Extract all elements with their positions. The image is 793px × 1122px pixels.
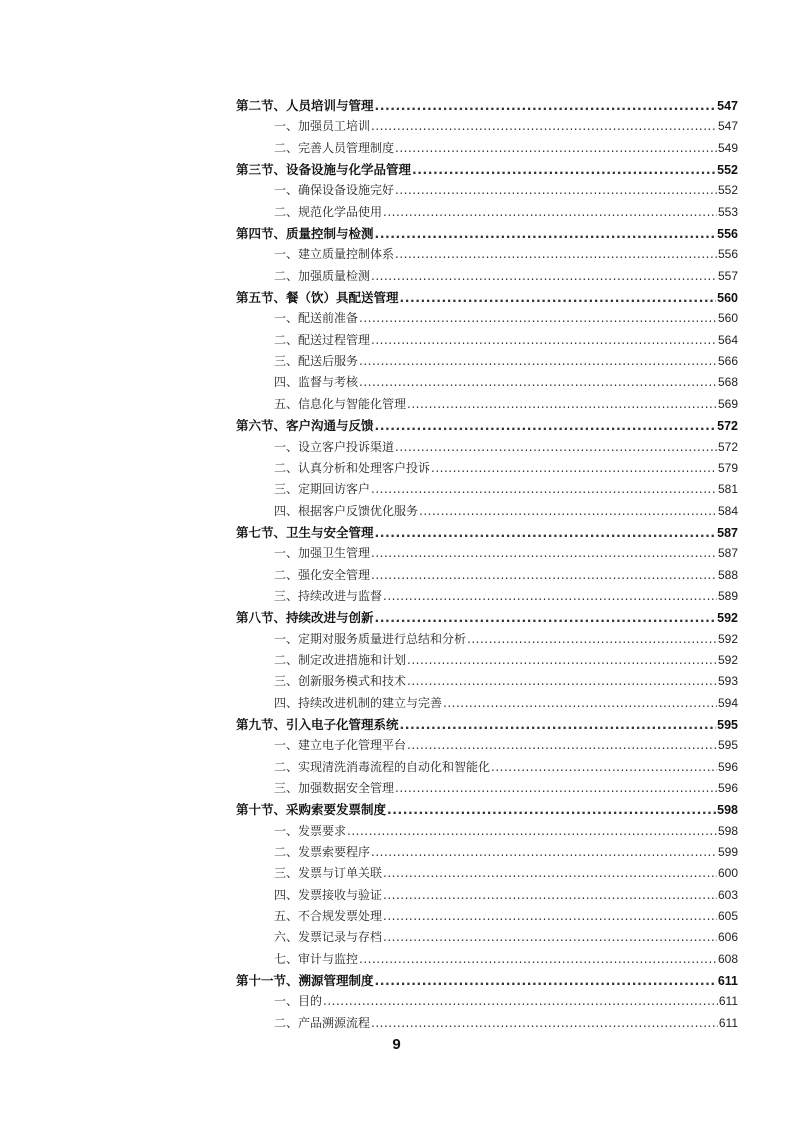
dot-leader	[412, 159, 716, 180]
toc-entry-page-number: 560	[717, 311, 738, 326]
toc-subsection-entry[interactable]	[236, 244, 738, 265]
dot-leader	[383, 863, 717, 884]
toc-entry-title: 三、定期回访客户	[274, 482, 371, 497]
toc-entry-page-number: 592	[717, 631, 738, 646]
toc-subsection-entry[interactable]	[236, 991, 738, 1012]
toc-entry-title: 一、设立客户投诉渠道	[274, 439, 395, 454]
dot-leader	[347, 821, 717, 842]
page-number: 9	[392, 1036, 401, 1053]
toc-entry-title: 一、加强卫生管理	[274, 546, 371, 561]
toc-entry-title: 一、定期对服务质量进行总结和分析	[274, 631, 467, 646]
toc-entry-page-number: 595	[717, 717, 738, 732]
toc-entry-title: 二、配送过程管理	[274, 332, 371, 347]
dot-leader	[359, 351, 717, 372]
toc-subsection-entry[interactable]	[236, 821, 738, 842]
toc-section-entry[interactable]	[236, 714, 738, 735]
dot-leader	[407, 650, 717, 671]
toc-subsection-entry[interactable]	[236, 586, 738, 607]
toc-subsection-entry[interactable]	[236, 693, 738, 714]
toc-entry-title: 四、发票接收与验证	[274, 887, 383, 902]
toc-subsection-entry[interactable]	[236, 629, 738, 650]
toc-subsection-entry[interactable]	[236, 863, 738, 884]
toc-entry-title: 一、目的	[274, 994, 323, 1009]
toc-entry-title: 三、加强数据安全管理	[274, 781, 395, 795]
toc-entry-page-number: 564	[717, 332, 738, 347]
toc-entry-page-number: 605	[717, 909, 738, 924]
toc-entry-title: 三、持续改进与监督	[274, 588, 383, 603]
toc-entry-page-number: 552	[717, 163, 738, 178]
dot-leader	[395, 778, 717, 799]
toc-entry-title: 第十一节、溯源管理制度	[236, 973, 374, 989]
dot-leader	[395, 138, 717, 159]
dot-leader	[371, 1013, 718, 1034]
toc-subsection-entry[interactable]	[236, 372, 738, 393]
toc-entry-page-number: 568	[717, 375, 738, 390]
toc-entry-title: 一、加强员工培训	[274, 119, 371, 134]
dot-leader	[375, 970, 717, 991]
dot-leader	[491, 757, 717, 778]
toc-subsection-entry[interactable]	[236, 565, 738, 586]
toc-entry-page-number: 587	[717, 525, 738, 540]
toc-section-entry[interactable]	[236, 287, 738, 308]
toc-entry-title: 五、信息化与智能化管理	[274, 396, 407, 411]
toc-section-entry[interactable]	[236, 95, 738, 116]
toc-entry-title: 四、监督与考核	[274, 375, 359, 390]
dot-leader	[383, 586, 717, 607]
toc-subsection-entry[interactable]	[236, 437, 738, 458]
toc-subsection-entry[interactable]	[236, 330, 738, 351]
toc-entry-page-number: 584	[717, 503, 738, 518]
dot-leader	[371, 842, 717, 863]
dot-leader	[395, 437, 717, 458]
dot-leader	[371, 266, 717, 287]
dot-leader	[400, 714, 717, 735]
toc-section-entry[interactable]	[236, 607, 738, 628]
toc-entry-title: 第七节、卫生与安全管理	[236, 524, 374, 540]
toc-entry-page-number: 592	[717, 611, 738, 626]
toc-entry-page-number: 579	[717, 460, 738, 475]
dot-leader	[383, 202, 717, 223]
toc-entry-page-number: 599	[717, 845, 738, 860]
dot-leader	[371, 330, 717, 351]
dot-leader	[375, 223, 717, 244]
toc-entry-page-number: 608	[717, 951, 738, 966]
toc-entry-title: 三、配送后服务	[274, 354, 359, 369]
toc-subsection-entry[interactable]	[236, 778, 738, 799]
dot-leader	[375, 522, 717, 543]
toc-entry-page-number: 598	[717, 823, 738, 838]
toc-section-entry[interactable]	[236, 223, 738, 244]
dot-leader	[359, 949, 717, 970]
toc-subsection-entry[interactable]	[236, 180, 738, 201]
toc-subsection-entry[interactable]	[236, 842, 738, 863]
dot-leader	[375, 415, 717, 436]
toc-entry-page-number: 611	[718, 994, 738, 1009]
toc-entry-title: 第五节、餐（饮）具配送管理	[236, 290, 399, 306]
dot-leader	[375, 607, 717, 628]
toc-entry-title: 二、规范化学品使用	[274, 204, 383, 219]
toc-subsection-entry[interactable]	[236, 1013, 738, 1034]
toc-entry-title: 二、产品溯源流程	[274, 1015, 371, 1030]
toc-entry-title: 第八节、持续改进与创新	[236, 610, 374, 626]
toc-subsection-entry[interactable]	[236, 735, 738, 756]
toc-section-entry[interactable]	[236, 159, 738, 180]
toc-entry-page-number: 596	[717, 781, 738, 795]
toc-entry-title: 五、不合规发票处理	[274, 909, 383, 924]
toc-entry-page-number: 611	[718, 1015, 738, 1030]
toc-entry-page-number: 581	[717, 482, 738, 497]
dot-leader	[407, 735, 717, 756]
toc-entry-page-number: 572	[717, 439, 738, 454]
toc-entry-title: 二、实现清洗消毒流程的自动化和智能化	[274, 759, 491, 774]
dot-leader	[375, 95, 717, 116]
toc-subsection-entry[interactable]	[236, 479, 738, 500]
toc-subsection-entry[interactable]	[236, 458, 738, 479]
toc-entry-page-number: 592	[717, 652, 738, 667]
toc-entry-title: 一、配送前准备	[274, 311, 359, 326]
toc-entry-page-number: 566	[717, 354, 738, 369]
toc-entry-title: 二、制定改进措施和计划	[274, 652, 407, 667]
toc-entry-page-number: 588	[717, 567, 738, 582]
toc-entry-title: 六、发票记录与存档	[274, 930, 383, 945]
toc-subsection-entry[interactable]	[236, 949, 738, 970]
toc-entry-page-number: 557	[717, 268, 738, 283]
toc-entry-page-number: 593	[717, 674, 738, 689]
toc-entry-title: 第十节、采购索要发票制度	[236, 802, 387, 818]
toc-subsection-entry[interactable]	[236, 394, 738, 415]
dot-leader	[443, 693, 717, 714]
toc-entry-page-number: 598	[717, 803, 738, 818]
toc-entry-page-number: 547	[717, 119, 738, 134]
toc-subsection-entry[interactable]	[236, 757, 738, 778]
toc-subsection-entry[interactable]	[236, 543, 738, 564]
toc-subsection-entry[interactable]	[236, 671, 738, 692]
dot-leader	[387, 799, 716, 820]
toc-entry-title: 七、审计与监控	[274, 951, 359, 966]
toc-subsection-entry[interactable]	[236, 266, 738, 287]
toc-entry-title: 第九节、引入电子化管理系统	[236, 716, 399, 732]
toc-subsection-entry[interactable]	[236, 501, 738, 522]
toc-entry-title: 一、发票要求	[274, 823, 347, 838]
toc-subsection-entry[interactable]	[236, 927, 738, 948]
toc-entry-title: 第六节、客户沟通与反馈	[236, 418, 374, 434]
toc-section-entry[interactable]	[236, 799, 738, 820]
dot-leader	[371, 543, 717, 564]
dot-leader	[371, 565, 717, 586]
toc-entry-page-number: 596	[717, 759, 738, 774]
dot-leader	[371, 116, 717, 137]
toc-entry-page-number: 560	[717, 291, 738, 306]
toc-entry-title: 第三节、设备设施与化学品管理	[236, 162, 412, 178]
dot-leader	[431, 458, 717, 479]
dot-leader	[400, 287, 717, 308]
toc-entry-title: 四、根据客户反馈优化服务	[274, 503, 419, 518]
toc-section-entry[interactable]	[236, 415, 738, 436]
toc-entry-title: 二、认真分析和处理客户投诉	[274, 460, 431, 475]
toc-subsection-entry[interactable]	[236, 138, 738, 159]
toc-subsection-entry[interactable]	[236, 308, 738, 329]
dot-leader	[395, 180, 717, 201]
dot-leader	[407, 671, 717, 692]
toc-subsection-entry[interactable]	[236, 202, 738, 223]
toc-entry-title: 一、建立质量控制体系	[274, 247, 395, 262]
dot-leader	[395, 244, 717, 265]
toc-entry-title: 一、确保设备设施完好	[274, 183, 395, 198]
dot-leader	[359, 308, 717, 329]
toc-entry-page-number: 572	[717, 419, 738, 434]
toc-subsection-entry[interactable]	[236, 116, 738, 137]
dot-leader	[371, 479, 717, 500]
toc-subsection-entry[interactable]	[236, 885, 738, 906]
dot-leader	[419, 501, 717, 522]
toc-entry-title: 二、发票索要程序	[274, 845, 371, 860]
toc-subsection-entry[interactable]	[236, 906, 738, 927]
toc-entry-page-number: 603	[717, 887, 738, 902]
toc-entry-page-number: 606	[717, 930, 738, 945]
dot-leader	[407, 394, 717, 415]
table-of-contents	[236, 95, 738, 1034]
toc-subsection-entry[interactable]	[236, 351, 738, 372]
toc-entry-page-number: 611	[717, 974, 738, 989]
dot-leader	[383, 906, 717, 927]
toc-entry-title: 三、创新服务模式和技术	[274, 674, 407, 689]
dot-leader	[323, 991, 718, 1012]
dot-leader	[467, 629, 717, 650]
toc-entry-title: 一、建立电子化管理平台	[274, 738, 407, 753]
dot-leader	[383, 885, 717, 906]
toc-entry-title: 四、持续改进机制的建立与完善	[274, 695, 443, 710]
toc-entry-title: 二、完善人员管理制度	[274, 140, 395, 155]
toc-section-entry[interactable]	[236, 970, 738, 991]
toc-entry-page-number: 600	[717, 866, 738, 881]
toc-entry-page-number: 595	[717, 738, 738, 753]
toc-entry-title: 二、加强质量检测	[274, 268, 371, 283]
toc-entry-title: 第二节、人员培训与管理	[236, 98, 374, 113]
toc-entry-page-number: 587	[717, 546, 738, 561]
toc-entry-page-number: 556	[717, 247, 738, 262]
dot-leader	[359, 372, 717, 393]
toc-entry-page-number: 594	[717, 695, 738, 710]
toc-entry-page-number: 589	[717, 588, 738, 603]
dot-leader	[383, 927, 717, 948]
toc-entry-page-number: 549	[717, 140, 738, 155]
toc-subsection-entry[interactable]	[236, 650, 738, 671]
toc-entry-page-number: 556	[717, 227, 738, 242]
toc-entry-page-number: 569	[717, 396, 738, 411]
toc-section-entry[interactable]	[236, 522, 738, 543]
toc-entry-page-number: 552	[717, 183, 738, 198]
toc-entry-title: 第四节、质量控制与检测	[236, 226, 374, 242]
toc-entry-title: 二、强化安全管理	[274, 567, 371, 582]
toc-entry-page-number: 547	[717, 99, 738, 113]
toc-entry-page-number: 553	[717, 204, 738, 219]
toc-entry-title: 三、发票与订单关联	[274, 866, 383, 881]
